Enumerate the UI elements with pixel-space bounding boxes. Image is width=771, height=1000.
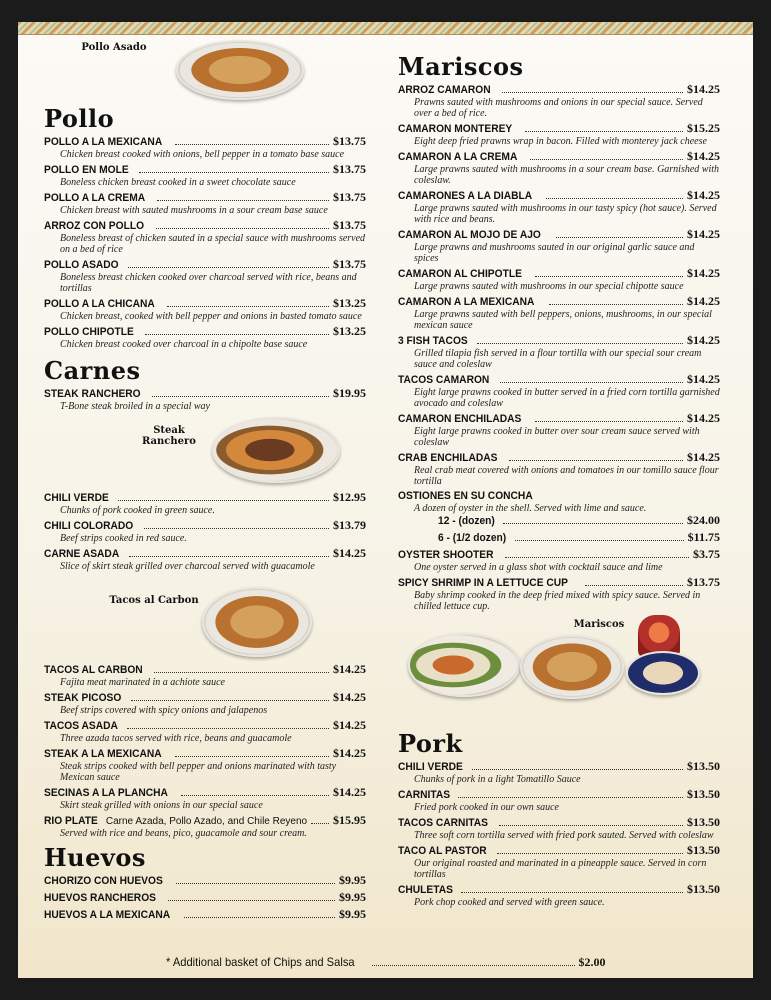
menu-item [398,412,720,448]
item-extra: Carne Azada, Pollo Azado, and Chile Reyeno [105,816,308,827]
item-price: $14.25 [687,294,720,308]
menu-item [398,334,720,370]
item-description: Three soft corn tortilla served with fried pork sauted. Served with coleslaw [414,830,714,841]
item-description: Steak strips cooked with bell pepper and onions marinated with tasty Mexican sauce [60,761,337,783]
mariscos-list-after [398,548,720,612]
menu-item [398,548,720,573]
photo-caption: Steak Ranchero [142,425,196,447]
menu-item [398,816,720,841]
menu-item [44,891,366,905]
carnes-list-mid [44,491,366,572]
item-name: CAMARON ENCHILADAS [398,413,522,425]
menu-item [398,760,720,785]
menu-item [398,373,720,409]
item-description: Eight large prawns cooked in butter served in a fried corn tortilla garnished avocado and coleslaw [414,387,720,409]
item-description: One oyster served in a glass shot with cocktail sauce and lime [414,562,663,573]
item-name: CAMARON AL CHIPOTLE [398,268,522,280]
item-name: 12 - (dozen) [438,515,495,527]
food-image [202,587,312,657]
leader-dots [556,237,683,238]
item-name: CARNITAS [398,789,451,801]
item-name: CARNE ASADA [44,548,120,560]
item-description: Large prawns sauted with mushrooms in our special chipotte sauce [414,281,684,292]
leader-dots [497,853,683,854]
leader-dots [175,144,329,145]
menu-item [44,814,366,839]
item-name: HUEVOS A LA MEXICANA [44,909,171,921]
item-name: TACOS CAMARON [398,374,490,386]
item-price: $14.25 [333,746,366,760]
item-description: Large prawns sauted with mushrooms in our tasty spicy (hot sauce). Served with rice and beans. [414,203,717,225]
item-price: $15.25 [687,121,720,135]
item-description: Large prawns sauted with bell peppers, onions, mushrooms, in our special mexican sauce [414,309,712,331]
menu-item [44,258,366,294]
mariscos-list [398,83,720,487]
menu-item [44,191,366,216]
menu-item [44,719,366,744]
item-name: TACOS AL CARBON [44,664,143,676]
menu-item [44,908,366,922]
section-title-pork: Pork [398,729,463,758]
section-title-pollo: Pollo [44,104,115,133]
leader-dots [515,540,683,541]
item-description: Chunks of pork cooked in green sauce. [60,505,215,516]
item-description: Chicken breast cooked over charcoal in a chipolte base sauce [60,339,308,350]
item-name: CHORIZO CON HUEVOS [44,875,163,887]
leader-dots [168,900,335,901]
item-price: $13.25 [333,296,366,310]
leader-dots [157,200,329,201]
item-price: $24.00 [687,513,720,527]
leader-dots [181,795,329,796]
menu-item [44,663,366,688]
item-price: $13.50 [687,815,720,829]
leader-dots [502,92,683,93]
steak-ranchero-photo [44,415,366,491]
item-name: POLLO A LA MEXICANA [44,136,163,148]
item-name: POLLO ASADO [44,259,119,271]
item-price: $14.25 [687,450,720,464]
item-name: TACOS ASADA [44,720,118,732]
item-description: Large prawns and mushrooms sauted in our original garlic sauce and spices [414,242,695,264]
menu-item [44,491,366,516]
menu-item [44,747,366,783]
pollo-asado-photo [44,36,366,100]
leader-dots [152,396,329,397]
menu-item [44,325,366,350]
item-description: Eight deep fried prawns wrap in bacon. Filled with monterey jack cheese [414,136,707,147]
item-price: $14.25 [687,411,720,425]
item-description: Served with rice and beans, pico, guacamole and sour cream. [60,828,307,839]
item-price: $13.79 [333,518,366,532]
leader-dots [500,382,683,383]
item-price: $13.50 [687,787,720,801]
item-description: Large prawns sauted with mushrooms in a sour cream base. Garnished with coleslaw. [414,164,720,186]
leader-dots [311,823,329,824]
item-price: $13.75 [333,190,366,204]
item-name: RIO PLATE [44,815,98,827]
item-price: $9.95 [339,890,366,904]
menu-item [398,189,720,225]
leader-dots [144,528,329,529]
item-price: $14.25 [333,785,366,799]
item-description: Baby shrimp cooked in the deep fried mixed with spicy sauce. Served in chilled lettuce cup. [414,590,701,612]
menu-item [398,267,720,292]
food-image [626,651,700,695]
food-image [176,40,304,100]
item-price: $14.25 [687,333,720,347]
item-description: Three azada tacos served with rice, beans and guacamole [60,733,292,744]
menu-item [398,576,720,612]
pork-list [398,760,720,908]
leader-dots [372,965,574,966]
menu-item [398,295,720,331]
item-description: Prawns sauted with mushrooms and onions in our special sauce. Served over a bed of rice. [414,97,703,119]
leader-dots [499,825,683,826]
leader-dots [477,343,683,344]
leader-dots [131,700,329,701]
menu-item [398,490,720,545]
leader-dots [530,159,683,160]
menu-item [44,786,366,811]
item-price: $9.95 [339,873,366,887]
food-image [408,633,520,697]
leader-dots [145,334,329,335]
item-name: ARROZ CAMARON [398,84,491,96]
leader-dots [139,172,329,173]
item-price: $3.75 [693,547,720,561]
leader-dots [458,797,683,798]
item-name: CHULETAS [398,884,453,896]
leader-dots [503,523,683,524]
menu-item [438,531,720,545]
item-description: Grilled tilapia fish served in a flour tortilla with our special sour cream sauce and coleslaw [414,348,702,370]
right-column [398,36,720,911]
food-image [212,417,340,483]
item-price: $14.25 [687,266,720,280]
menu-item [44,135,366,160]
section-title-huevos: Huevos [44,843,146,872]
item-name: CAMARONES A LA DIABLA [398,190,533,202]
leader-dots [461,892,683,893]
item-price: $14.25 [333,690,366,704]
item-name: 6 - (1/2 dozen) [438,532,507,544]
menu-item [44,519,366,544]
item-price: $13.75 [333,218,366,232]
item-name: STEAK PICOSO [44,692,122,704]
leader-dots [505,557,689,558]
leader-dots [176,883,335,884]
menu-item [398,83,720,119]
item-price: $14.25 [333,662,366,676]
item-price: $14.25 [333,718,366,732]
item-name: OYSTER SHOOTER [398,549,494,561]
item-description: Fried pork cooked in our own sauce [414,802,559,813]
carnes-list-top [44,387,366,412]
item-description: Chicken breast cooked with onions, bell pepper in a tomato base sauce [60,149,345,160]
menu-item [44,219,366,255]
decorative-border [18,22,753,35]
item-name: TACOS CARNITAS [398,817,488,829]
menu-item [398,844,720,880]
section-title-carnes: Carnes [44,356,141,385]
menu-item [398,883,720,908]
menu-item [438,514,720,528]
item-description: Chicken breast, cooked with bell pepper and onions in basted tomato sauce [60,311,362,322]
food-image [520,635,624,699]
item-description: A dozen of oyster in the shell. Served with lime and sauce. [414,503,647,514]
item-price: $13.75 [333,162,366,176]
photo-caption: Tacos al Carbon [109,595,199,606]
item-price: $15.95 [333,813,366,827]
item-price: $14.25 [687,149,720,163]
menu-item [44,691,366,716]
item-price: $11.75 [687,530,720,544]
item-price: $14.25 [687,82,720,96]
item-description: Eight large prawns cooked in butter over sour cream sauce served with coleslaw [414,426,700,448]
leader-dots [472,769,683,770]
menu-page [18,22,753,978]
item-price: $13.25 [333,324,366,338]
item-price: $13.50 [687,843,720,857]
menu-item [398,150,720,186]
item-price: $9.95 [339,907,366,921]
item-price: $14.25 [687,227,720,241]
tacos-al-carbon-photo [44,575,366,663]
menu-item [44,547,366,572]
menu-item [398,788,720,813]
leader-dots [129,556,329,557]
item-description: Chicken breast with sauted mushrooms in a sour cream base sauce [60,205,328,216]
item-name: CHILI VERDE [44,492,109,504]
leader-dots [585,585,683,586]
item-description: Slice of skirt steak grilled over charcoal served with guacamole [60,561,315,572]
item-description: Beef strips cooked in red sauce. [60,533,187,544]
item-name: SECINAS A LA PLANCHA [44,787,168,799]
huevos-list [44,874,366,922]
menu-item [44,387,366,412]
item-price: $13.50 [687,882,720,896]
section-title-mariscos: Mariscos [398,52,524,81]
leader-dots [535,421,683,422]
item-name: STEAK A LA MEXICANA [44,748,162,760]
item-name: HUEVOS RANCHEROS [44,892,156,904]
item-price: $14.25 [687,372,720,386]
photo-caption: Mariscos [573,619,625,630]
item-name: TACO AL PASTOR [398,845,487,857]
mariscos-photo [398,615,720,711]
leader-dots [525,131,683,132]
leader-dots [167,306,329,307]
item-price: $14.25 [333,546,366,560]
item-price: $13.75 [333,257,366,271]
pollo-list [44,135,366,350]
footer [18,956,753,969]
item-description: Our original roasted and marinated in a pineapple sauce. Served in corn tortillas [414,858,707,880]
leader-dots [128,267,329,268]
leader-dots [156,228,329,229]
item-description: Boneless breast of chicken sauted in a special sauce with mushrooms served on a bed of rice [60,233,366,255]
item-name: SPICY SHRIMP IN A LETTUCE CUP [398,577,568,589]
item-name: 3 FISH TACOS [398,335,468,347]
item-price: $13.50 [687,759,720,773]
leader-dots [184,917,335,918]
item-name: STEAK RANCHERO [44,388,141,400]
menu-item [44,874,366,888]
item-price: $14.25 [687,188,720,202]
item-description: Skirt steak grilled with onions in our special sauce [60,800,263,811]
photo-caption: Pollo Asado [81,42,147,53]
item-description: T-Bone steak broiled in a special way [60,401,210,412]
item-description: Real crab meat covered with onions and tomatoes in our tomillo sauce flour tortilla [414,465,719,487]
item-description: Fajita meat marinated in a achiote sauce [60,677,225,688]
item-name: POLLO A LA CREMA [44,192,146,204]
ostiones-options [398,514,720,545]
item-name: CHILI COLORADO [44,520,134,532]
item-price: $19.95 [333,386,366,400]
item-name: CAMARON AL MOJO DE AJO [398,229,541,241]
menu-item [398,228,720,264]
menu-item [44,163,366,188]
item-price: $12.95 [333,490,366,504]
item-name: OSTIONES EN SU CONCHA [398,490,533,502]
leader-dots [127,728,329,729]
item-description: Beef strips covered with spicy onions and jalapenos [60,705,268,716]
item-description: Chunks of pork in a light Tomatillo Sauce [414,774,581,785]
item-description: Pork chop cooked and served with green sauce. [414,897,605,908]
leader-dots [175,756,330,757]
leader-dots [154,672,329,673]
item-description: Boneless breast chicken cooked over charcoal served with rice, beans and tortillas [60,272,357,294]
item-name: CHILI VERDE [398,761,463,773]
leader-dots [535,276,683,277]
item-name: POLLO EN MOLE [44,164,129,176]
item-name: CAMARON MONTEREY [398,123,513,135]
item-name: CAMARON A LA CREMA [398,151,518,163]
item-name: CRAB ENCHILADAS [398,452,498,464]
menu-item [44,297,366,322]
item-name: POLLO A LA CHICANA [44,298,155,310]
item-name: CAMARON A LA MEXICANA [398,296,535,308]
left-column [44,36,366,925]
item-price: $13.75 [333,134,366,148]
item-description: Boneless chicken breast cooked in a sweet chocolate sauce [60,177,296,188]
item-name: ARROZ CON POLLO [44,220,145,232]
leader-dots [509,460,683,461]
leader-dots [118,500,329,501]
leader-dots [549,304,683,305]
menu-item [398,451,720,487]
item-price: $13.75 [687,575,720,589]
footer-price: $2.00 [578,955,606,969]
leader-dots [546,198,683,199]
item-name: POLLO CHIPOTLE [44,326,134,338]
menu-item [398,122,720,147]
carnes-list-bottom [44,663,366,839]
footer-text: * Additional basket of Chips and Salsa [165,955,355,969]
